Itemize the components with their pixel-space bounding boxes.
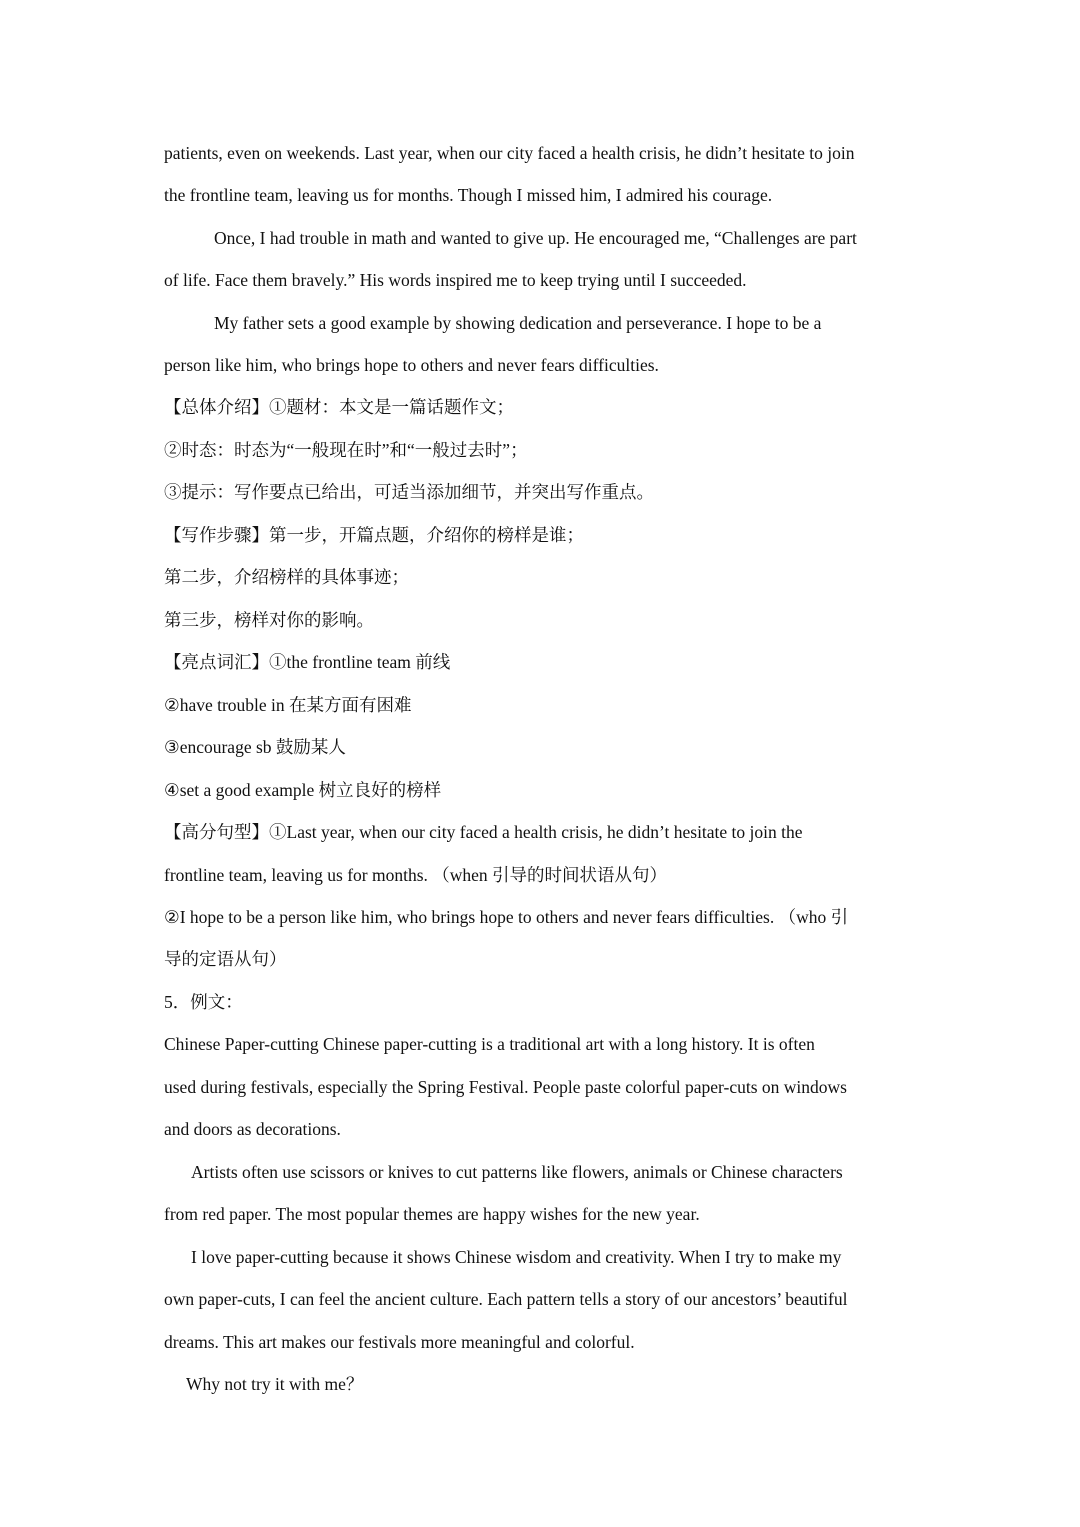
text-line: Artists often use scissors or knives to cut patterns like flowers, animals or Chinese characters: [191, 1162, 843, 1182]
text-line: ②I hope to be a person like him, who brings hope to others and never fears difficulties. （who 引: [164, 907, 849, 927]
text-line: Once, I had trouble in math and wanted to give up. He encouraged me, “Challenges are part: [214, 228, 857, 248]
vocab-heading: 【亮点词汇】①the frontline team 前线: [164, 652, 451, 672]
text-line: 第三步，榜样对你的影响。: [164, 610, 374, 630]
text-line: I love paper-cutting because it shows Chinese wisdom and creativity. When I try to make my: [191, 1247, 842, 1267]
sentence-heading: 【高分句型】①Last year, when our city faced a health crisis, he didn’t hesitate to join the: [164, 822, 803, 842]
text-line: ②时态：时态为“一般现在时”和“一般过去时”；: [164, 440, 528, 460]
text-line: and doors as decorations.: [164, 1119, 341, 1139]
question-heading: 5．例文：: [164, 992, 243, 1012]
text-line: ③提示：写作要点已给出，可适当添加细节，并突出写作重点。: [164, 482, 654, 502]
text-line: person like him, who brings hope to others and never fears difficulties.: [164, 355, 659, 375]
closing-line: Why not try it with me？: [186, 1374, 364, 1394]
text-line: 导的定语从句）: [164, 949, 287, 969]
text-line: of life. Face them bravely.” His words inspired me to keep trying until I succeeded.: [164, 270, 747, 290]
text-line: Chinese Paper-cutting Chinese paper-cutting is a traditional art with a long history. It is often: [164, 1034, 815, 1054]
text-line: patients, even on weekends. Last year, when our city faced a health crisis, he didn’t hesitate to join: [164, 143, 855, 163]
text-line: dreams. This art makes our festivals more meaningful and colorful.: [164, 1332, 635, 1352]
text-line: own paper-cuts, I can feel the ancient culture. Each pattern tells a story of our ancestors’ beautiful: [164, 1289, 848, 1309]
overview-heading: 【总体介绍】①题材：本文是一篇话题作文；: [164, 397, 514, 417]
text-line: from red paper. The most popular themes are happy wishes for the new year.: [164, 1204, 700, 1224]
text-line: ③encourage sb 鼓励某人: [164, 737, 346, 757]
text-line: 第二步，介绍榜样的具体事迹；: [164, 567, 409, 587]
text-line: the frontline team, leaving us for months. Though I missed him, I admired his courage.: [164, 185, 773, 205]
text-line: used during festivals, especially the Spring Festival. People paste colorful paper-cuts on windows: [164, 1077, 847, 1097]
text-line: ②have trouble in 在某方面有困难: [164, 695, 412, 715]
steps-heading: 【写作步骤】第一步，开篇点题，介绍你的榜样是谁；: [164, 525, 584, 545]
text-line: My father sets a good example by showing dedication and perseverance. I hope to be a: [214, 313, 822, 333]
text-line: frontline team, leaving us for months. （when 引导的时间状语从句）: [164, 865, 668, 885]
text-line: ④set a good example 树立良好的榜样: [164, 780, 442, 800]
